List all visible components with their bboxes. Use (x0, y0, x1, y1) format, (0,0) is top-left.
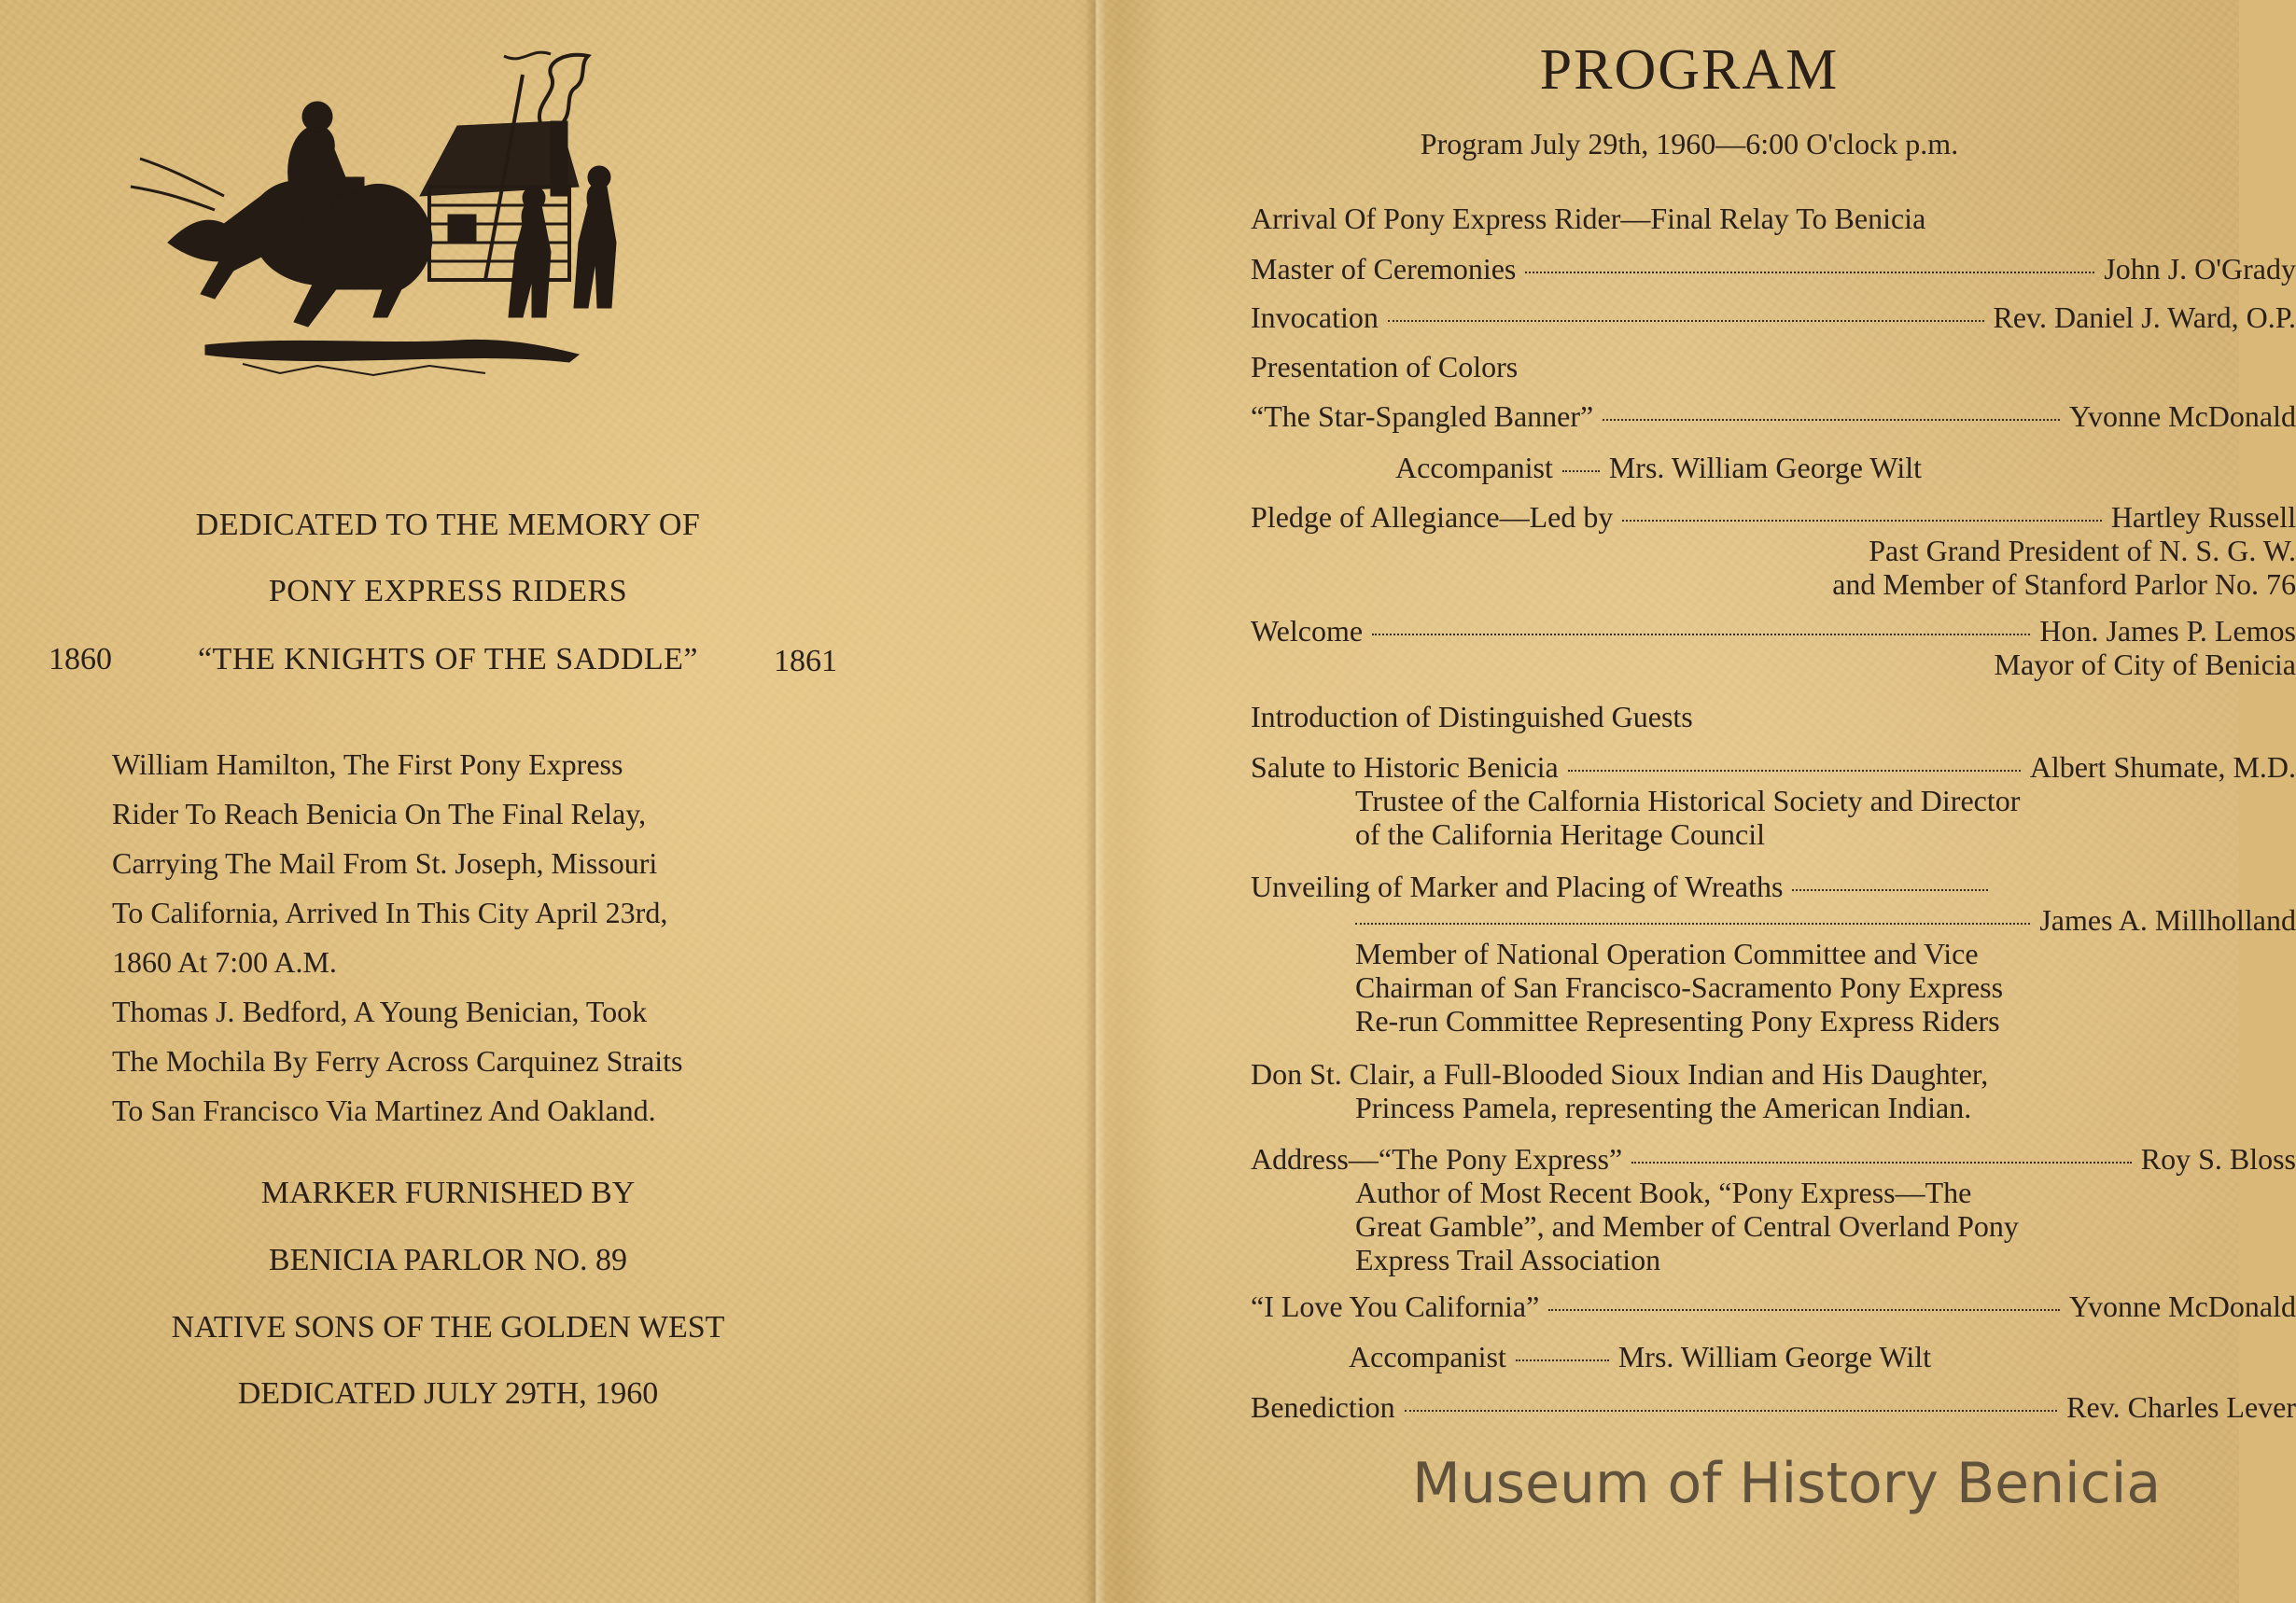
item-label: “The Star-Spangled Banner” (1251, 399, 1594, 433)
item-detail: of the California Heritage Council (1355, 817, 1765, 851)
item-detail: Re-run Committee Representing Pony Express Riders (1355, 1004, 2000, 1038)
program-item-accompanist-2 (1349, 1340, 2179, 1373)
item-name: Mrs. William George Wilt (1608, 451, 1923, 484)
item-name: Rev. Daniel J. Ward, O.P. (1993, 300, 2296, 334)
item-detail: Author of Most Recent Book, “Pony Express—The (1355, 1176, 1972, 1209)
dedication-line-2: PONY EXPRESS RIDERS (268, 574, 628, 608)
item-name: Roy S. Bloss (2140, 1142, 2296, 1176)
program-item-i-love-you-california (1251, 1289, 2296, 1323)
paragraph-line: Rider To Reach Benicia On The Final Relay, (112, 797, 647, 830)
marker-line-2: BENICIA PARLOR NO. 89 (268, 1243, 628, 1277)
item-label: Welcome (1251, 614, 1364, 648)
right-panel (1106, 0, 2296, 1603)
item-name: Hartley Russell (2110, 500, 2296, 534)
left-panel (0, 0, 1085, 1603)
program-item-welcome (1251, 614, 2296, 681)
item-label: Introduction of Distinguished Guests (1251, 700, 1693, 733)
center-fold (1085, 0, 1106, 1603)
bedford-paragraph (112, 987, 773, 1136)
item-detail: Great Gamble”, and Member of Central Overland Pony (1355, 1209, 2019, 1243)
program-item-pledge (1251, 500, 2296, 601)
dedication-line-1: DEDICATED TO THE MEMORY OF (195, 508, 701, 542)
item-detail: Member of National Operation Committee and Vice (1355, 937, 1979, 970)
item-name: Yvonne McDonald (2069, 1289, 2296, 1323)
hamilton-paragraph (112, 740, 773, 987)
program-date: Program July 29th, 1960—6:00 O'clock p.m. (1420, 127, 1959, 160)
item-name: Albert Shumate, M.D. (2029, 750, 2296, 784)
item-label: Pledge of Allegiance—Led by (1251, 500, 1614, 534)
paragraph-line: To California, Arrived In This City April 23rd, (112, 896, 668, 929)
program-item-accompanist-1 (1395, 451, 2151, 484)
program-item-address (1251, 1142, 2296, 1276)
item-name: Rev. Charles Lever (2066, 1390, 2296, 1424)
item-name: Mrs. William George Wilt (1617, 1340, 1932, 1373)
item-label: Invocation (1251, 300, 1379, 334)
program-item-unveiling (1251, 870, 2296, 1038)
museum-watermark: Museum of History Benicia (1412, 1451, 2162, 1516)
item-label: Address—“The Pony Express” (1251, 1142, 1623, 1176)
item-label: Arrival Of Pony Express Rider—Final Relay To Benicia (1251, 202, 1926, 235)
marker-line-1: MARKER FURNISHED BY (260, 1176, 636, 1210)
program-item-guests (1251, 700, 2296, 733)
item-detail: Trustee of the Calfornia Historical Society and Director (1355, 784, 2021, 817)
item-detail: Mayor of City of Benicia (1994, 648, 2296, 681)
item-detail: Princess Pamela, representing the American Indian. (1355, 1091, 1972, 1124)
item-detail: and Member of Stanford Parlor No. 76 (1832, 567, 2296, 601)
paragraph-line: To San Francisco Via Martinez And Oakland. (112, 1094, 656, 1127)
item-name: Yvonne McDonald (2069, 399, 2296, 433)
program-item-invocation (1251, 300, 2296, 334)
program-item-mc (1251, 252, 2296, 286)
item-label: Benediction (1251, 1390, 1395, 1424)
program-item-colors (1251, 350, 2296, 383)
marker-line-4: DEDICATED JULY 29TH, 1960 (237, 1376, 659, 1411)
item-label: Presentation of Colors (1251, 350, 1519, 383)
program-title: PROGRAM (1539, 38, 1840, 102)
program-item-arrival (1251, 202, 2296, 235)
knights-of-the-saddle: “THE KNIGHTS OF THE SADDLE” (197, 642, 699, 676)
item-label: Unveiling of Marker and Placing of Wreaths (1251, 870, 1784, 903)
item-detail: Chairman of San Francisco-Sacramento Pony Express (1355, 970, 2004, 1004)
program-item-salute (1251, 750, 2296, 851)
item-name: James A. Millholland (2039, 903, 2296, 937)
item-detail: Express Trail Association (1355, 1243, 1661, 1276)
item-name: Hon. James P. Lemos (2039, 614, 2296, 648)
item-label: Salute to Historic Benicia (1251, 750, 1559, 784)
program-item-benediction (1251, 1390, 2296, 1424)
item-label: Accompanist (1395, 451, 1553, 484)
item-name: John J. O'Grady (2104, 252, 2296, 286)
paragraph-line: Carrying The Mail From St. Joseph, Missouri (112, 846, 658, 880)
program-item-don-st-clair (1251, 1057, 2296, 1124)
year-end: 1861 (774, 644, 837, 678)
item-detail: Past Grand President of N. S. G. W. (1869, 534, 2296, 567)
paragraph-line: William Hamilton, The First Pony Express (112, 747, 623, 781)
item-label: “I Love You California” (1251, 1289, 1540, 1323)
marker-line-3: NATIVE SONS OF THE GOLDEN WEST (171, 1310, 725, 1345)
item-label: Don St. Clair, a Full-Blooded Sioux Indian and His Daughter, (1251, 1057, 1989, 1091)
item-label: Accompanist (1349, 1340, 1506, 1373)
item-label: Master of Ceremonies (1251, 252, 1517, 286)
program-item-anthem (1251, 399, 2296, 433)
paragraph-line: 1860 At 7:00 A.M. (112, 945, 337, 979)
year-start: 1860 (49, 642, 112, 676)
paragraph-line: The Mochila By Ferry Across Carquinez Straits (112, 1044, 683, 1078)
paragraph-line: Thomas J. Bedford, A Young Benician, Took (112, 995, 648, 1028)
pony-express-illustration (149, 37, 709, 429)
